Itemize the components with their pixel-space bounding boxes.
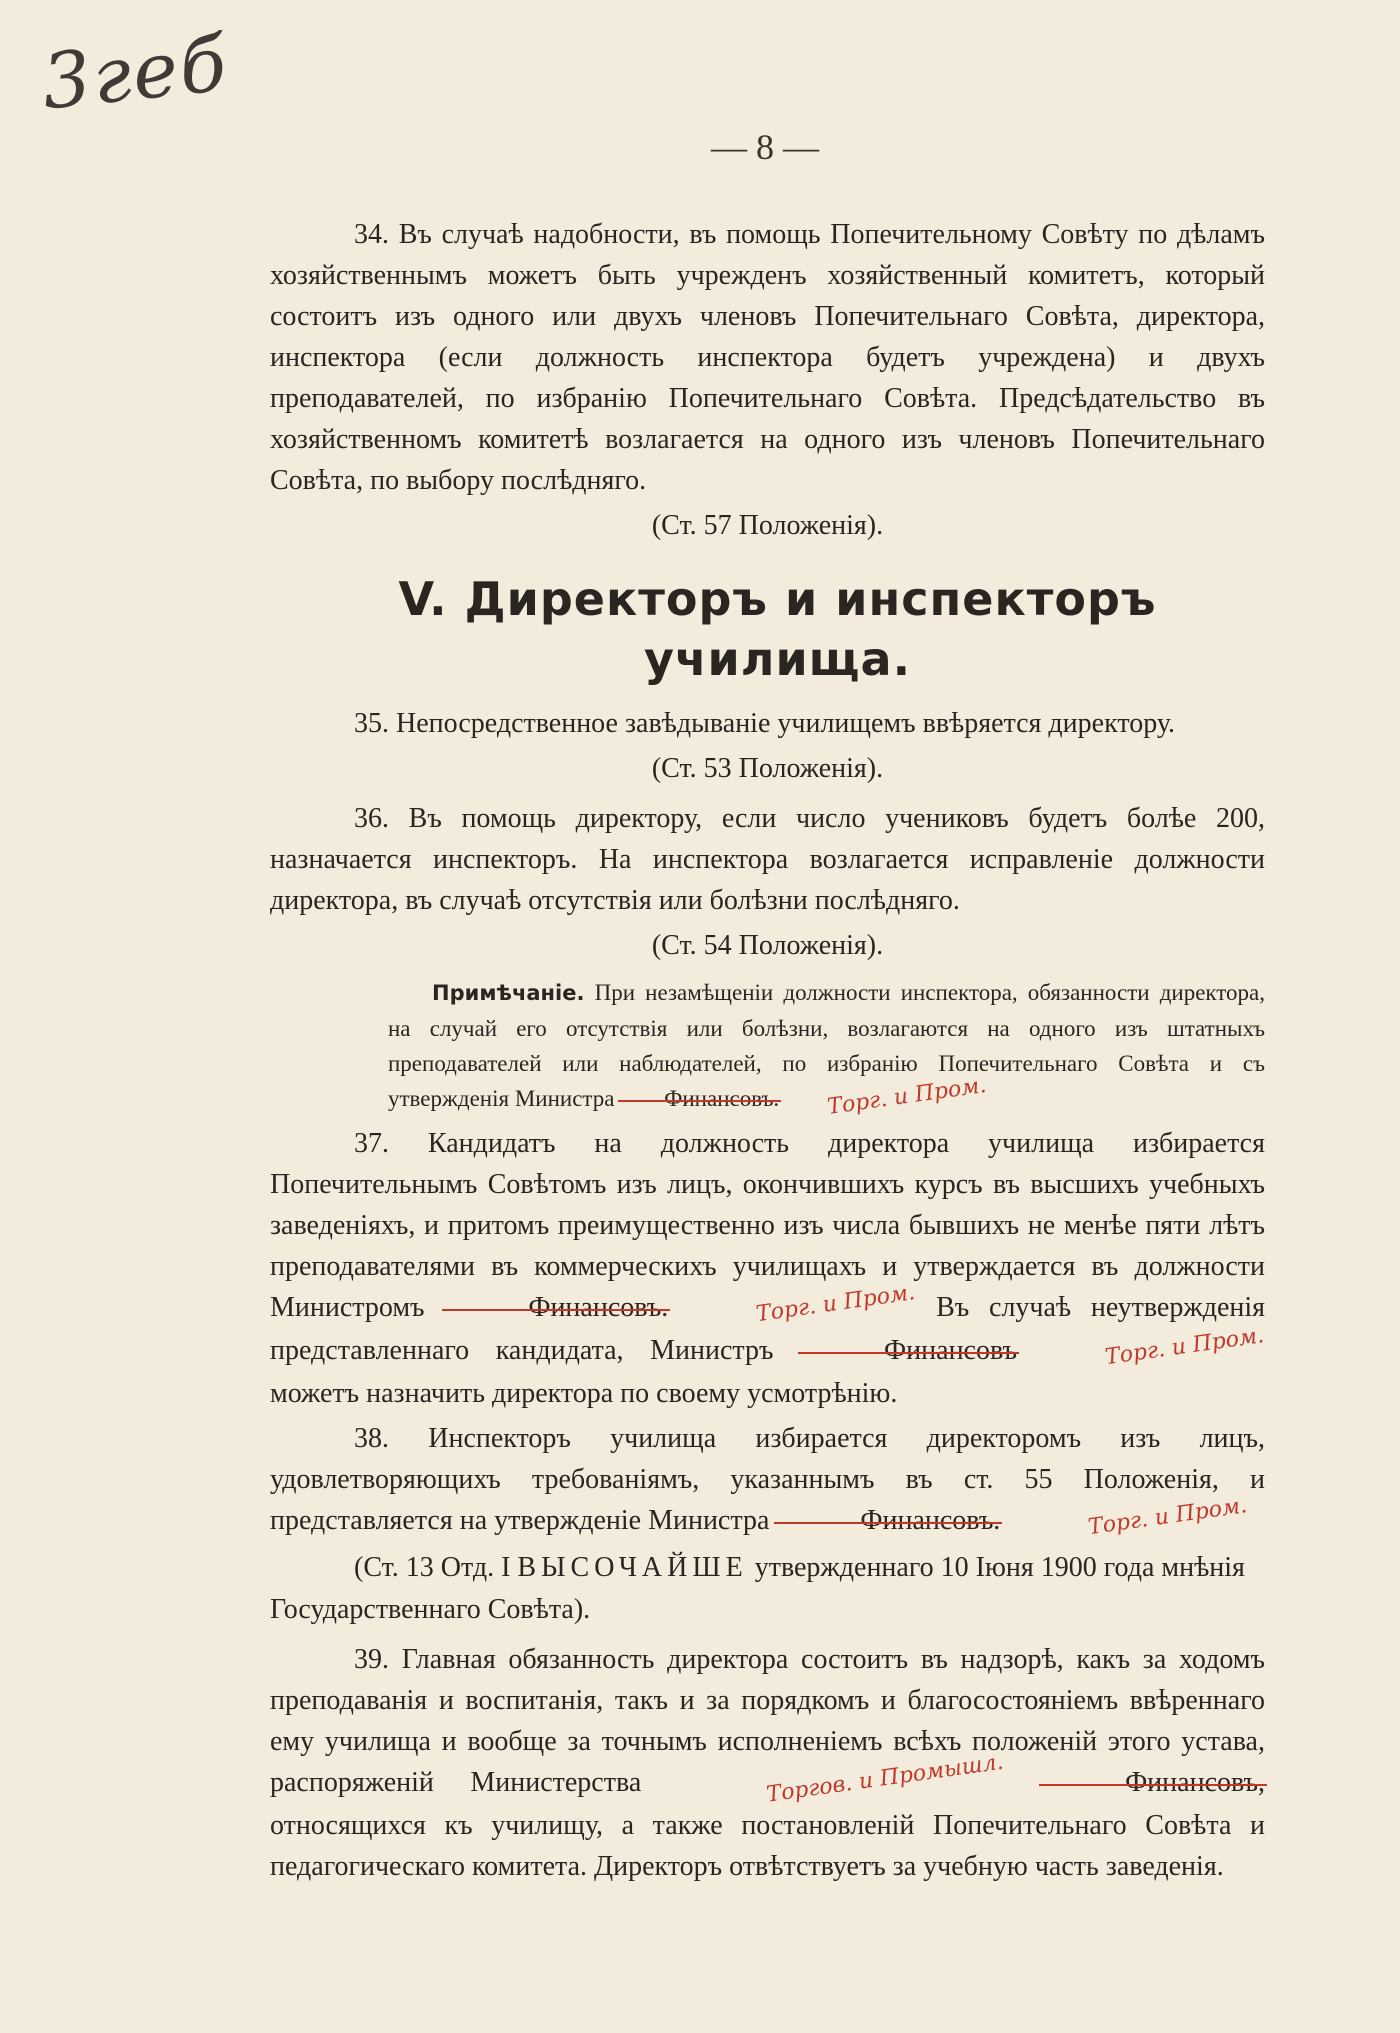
section-heading: V. Директоръ и инспекторъ училища.: [398, 572, 1157, 686]
archive-mark: 3геб: [37, 18, 233, 127]
citation-38-text: утвержденнаго 10 Іюня 1900 года мнѣнія Государственнаго Совѣта).: [270, 1552, 1245, 1625]
struck-word: Финансовъ: [800, 1330, 1017, 1371]
paragraph-37-text: 37. Кандидатъ на должность директора училища избирается Попечительнымъ Совѣтомъ изъ лицъ, окончившихъ курсъ въ высшихъ учебныхъ заведеніяхъ, и притомъ преимущественно изъ числа бывшихъ не менѣе пяти лѣтъ преподавателями въ коммерческихъ училищахъ и утверждается въ должности Министромъ: [270, 1128, 1265, 1323]
note: [388, 975, 1265, 1120]
struck-word: Финансовъ,: [1041, 1762, 1265, 1803]
page-number: — 8 —: [711, 127, 819, 167]
citation-35: (Ст. 53 Положенія).: [651, 753, 884, 784]
note-label: Примѣчаніе.: [432, 981, 585, 1005]
citation-38-text: (Ст. 13 Отд. I: [354, 1552, 511, 1583]
paragraph-37: [270, 1123, 1265, 1414]
citation-34: (Ст. 57 Положенія).: [651, 510, 884, 541]
handwritten-correction: Торг. и Пром.: [1086, 1493, 1249, 1541]
citation-36: (Ст. 54 Положенія).: [651, 930, 884, 961]
paragraph-36: 36. Въ помощь директору, если число учениковъ будетъ болѣе 200, назначается инспекторъ. На инспектора возлагается исправленіе должности директора, въ случаѣ отсутствія или болѣзни послѣдняго.: [270, 803, 1265, 916]
handwritten-correction: Торг. и Пром.: [754, 1280, 917, 1328]
handwritten-correction: Торг. и Пром.: [1103, 1323, 1266, 1371]
struck-word: Финансовъ.: [776, 1500, 1000, 1541]
paragraph-39-text: 39. Главная обязанность директора состоитъ въ надзорѣ, какъ за ходомъ преподаванія и воспитанія, такъ и за порядкомъ и благосостояніемъ ввѣреннаго ему училища и вообще за точнымъ исполненіемъ всѣхъ положеній этого устава, распоряженій Министерства: [270, 1644, 1265, 1798]
paragraph-38-text: 38. Инспекторъ училища избирается директоромъ изъ лицъ, удовлетворяющихъ требованіямъ, указаннымъ въ ст. 55 Положенія, и представляется на утвержденіе Министра: [270, 1423, 1265, 1536]
handwritten-correction: Торгов. и Промышл.: [764, 1749, 1005, 1808]
paragraph-37-text: Въ случаѣ неутвержденія представленнаго кандидата, Министръ: [270, 1292, 1266, 1366]
paragraph-37-text: можетъ назначить директора по своему усмотрѣнію.: [270, 1378, 898, 1409]
paragraph-34: 34. Въ случаѣ надобности, въ помощь Попечительному Совѣту по дѣламъ хозяйственнымъ можетъ быть учрежденъ хозяйственный комитетъ, который состоитъ изъ одного или двухъ членовъ Попечительнаго Совѣта, директора, инспектора (если должность инспектора будетъ учреждена) и двухъ преподавателей, по избранію Попечительнаго Совѣта. Предсѣдательство въ хозяйственномъ комитетѣ возлагается на одного изъ членовъ Попечительнаго Совѣта, по выбору послѣдняго.: [270, 219, 1265, 496]
struck-word: Финансовъ.: [444, 1287, 668, 1328]
handwritten-correction: Торг. и Пром.: [825, 1072, 988, 1120]
paragraph-39-text: относящихся къ училищу, а также постановленій Попечительнаго Совѣта и педагогическаго комитета. Директоръ отвѣтствуетъ за учебную часть заведенія.: [270, 1810, 1265, 1882]
paragraph-38: [270, 1418, 1265, 1543]
note-text: При незамѣщеніи должности инспектора, обязанности директора, на случай его отсутствія или болѣзни, возлагаются на одного изъ штатныхъ преподавателей или наблюдателей, по избранію Попечительнаго Совѣта и съ утвержденія Министра: [388, 980, 1265, 1111]
struck-word: Финансовъ.: [620, 1081, 779, 1116]
paragraph-39: [270, 1639, 1265, 1887]
paragraph-35: 35. Непосредственное завѣдываніе училищемъ ввѣряется директору.: [354, 708, 1176, 739]
document-body: [270, 214, 1265, 1887]
citation-38: [270, 1547, 1265, 1631]
citation-38-spaced: ВЫСОЧАЙШЕ: [517, 1552, 748, 1583]
